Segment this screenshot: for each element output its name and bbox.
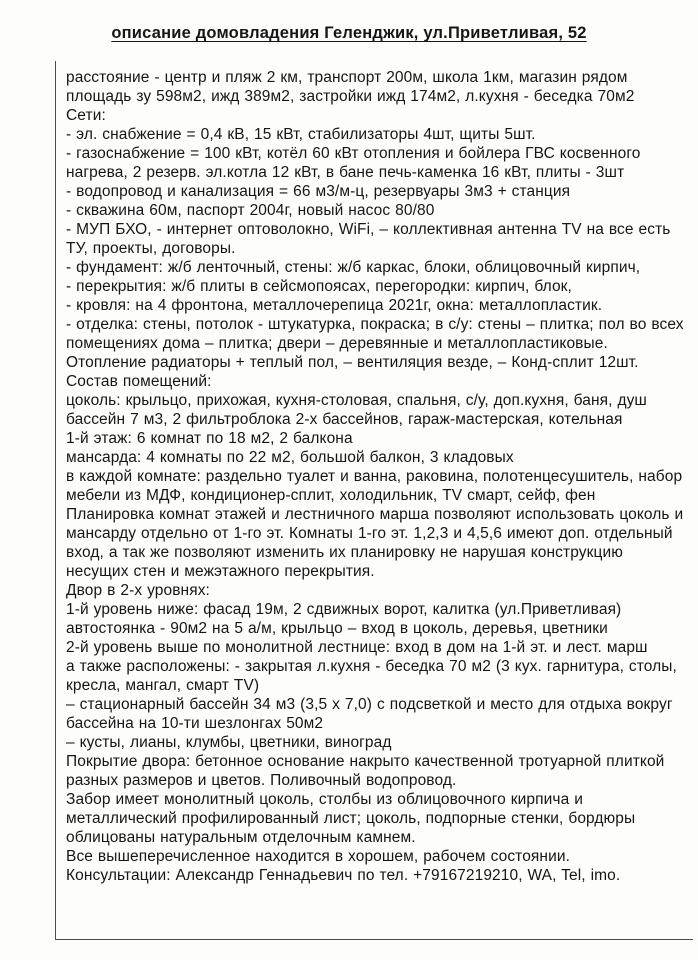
paragraph-parking: автостоянка - 90м2 на 5 а/м, крыльцо – вход в цоколь, деревья, цветники — [66, 620, 608, 637]
paragraph-floors-structure: - перекрытия: ж/б плиты в сейсмопоясах, перегородки: кирпич, блок, — [66, 278, 572, 295]
paragraph-layout: Планировка комнат этажей и лестничного марша позволяют использовать цоколь и мансарду отдельно от 1-го эт. Комнаты 1-го эт. 1,2,3 и 4,5,6 имеют доп. отдельный вход, а так же позволяют изменить их планировку не нарушая конструкцию несущих стен и межэтажного перекрытия. — [66, 506, 684, 580]
paragraph-roof: - кровля: на 4 фронтона, металлочерепица 2021г, окна: металлопластик. — [66, 297, 603, 314]
paragraph-internet: - МУП БХО, - интернет оптоволокно, WiFi, – коллективная антенна TV на все есть ТУ, проекты, договоры. — [66, 221, 671, 257]
paragraph-pool: – стационарный бассейн 34 м3 (3,5 х 7,0) с подсветкой и место для отдыха вокруг бассейна на 10-ти шезлонгах 50м2 — [66, 696, 673, 732]
paragraph-basement: цоколь: крыльцо, прихожая, кухня-столовая, спальня, с/у, доп.кухня, баня, душ бассейн 7 м3, 2 фильтроблока 2-х бассейнов, гараж-мастерская, котельная — [66, 392, 647, 428]
paragraph-level-two: 2-й уровень выше по монолитной лестнице: вход в дом на 1-й эт. и лест. марш — [66, 639, 648, 656]
paragraph-distance: расстояние - центр и пляж 2 км, транспорт 200м, школа 1км, магазин рядом — [66, 69, 628, 86]
paragraph-well: - скважина 60м, паспорт 2004г, новый насос 80/80 — [66, 202, 435, 219]
paragraph-water: - водопровод и канализация = 66 м3/м-ц, резервуары 3м3 + станция — [66, 183, 571, 200]
paragraph-level-one: 1-й уровень ниже: фасад 19м, 2 сдвижных ворот, калитка (ул.Приветливая) — [66, 601, 622, 618]
paragraph-each-room: в каждой комнате: раздельно туалет и ванна, раковина, полотенцесушитель, набор мебели из МДФ, кондиционер-сплит, холодильник, TV смарт, сейф, фен — [66, 468, 683, 504]
paragraph-plants: – кусты, лианы, клумбы, цветники, виноград — [66, 734, 392, 751]
document-body-frame — [55, 61, 693, 940]
paragraph-rooms-heading: Состав помещений: — [66, 373, 212, 390]
paragraph-fence: Забор имеет монолитный цоколь, столбы из облицовочного кирпича и металлический профилированный лист; цоколь, подпорные стенки, бордюры облицованы натуральным отделочным камнем. — [66, 791, 636, 846]
paragraph-electricity: - эл. снабжение = 0,4 кВ, 15 кВт, стабилизаторы 4шт, щиты 5шт. — [66, 126, 536, 143]
paragraph-first-floor: 1-й этаж: 6 комнат по 18 м2, 2 балкона — [66, 430, 353, 447]
paragraph-heating: Отопление радиаторы + теплый пол, – вентиляция везде, – Конд-сплит 12шт. — [66, 354, 639, 371]
paragraph-gas: - газоснабжение = 100 кВт, котёл 60 кВт отопления и бойлера ГВС косвенного нагрева, 2 резерв. эл.котла 12 кВт, в бане печь-каменка 16 кВт, плиты - 3шт — [66, 145, 641, 181]
paragraph-yard-surface: Покрытие двора: бетонное основание накрыто качественной тротуарной плиткой разных размеров и цветов. Поливочный водопровод. — [66, 753, 665, 789]
paragraph-yard-heading: Двор в 2-х уровнях: — [66, 582, 210, 599]
paragraph-summer-kitchen: а также расположены: - закрытая л.кухня - беседка 70 м2 (3 кух. гарнитура, столы, кресла, мангал, смарт TV) — [66, 658, 677, 694]
paragraph-contacts: Консультации: Александр Геннадьевич по тел. +79167219210, WA, Tel, imo. — [66, 867, 621, 884]
paragraph-condition: Все вышеперечисленное находится в хорошем, рабочем состоянии. — [66, 848, 570, 865]
paragraph-networks-heading: Сети: — [66, 107, 106, 124]
document-title — [0, 0, 698, 43]
document-title-text: описание домовладения Геленджик, ул.Приветливая, 52 — [111, 24, 587, 42]
paragraph-attic: мансарда: 4 комнаты по 22 м2, большой балкон, 3 кладовых — [66, 449, 514, 466]
paragraph-finishing: - отделка: стены, потолок - штукатурка, покраска; в с/у: стены – плитка; пол во всех помещениях дома – плитка; двери – деревянные и металлопластиковые. — [66, 316, 684, 352]
paragraph-area: площадь зу 598м2, ижд 389м2, застройки ижд 174м2, л.кухня - беседка 70м2 — [66, 88, 635, 105]
paragraph-foundation: - фундамент: ж/б ленточный, стены: ж/б каркас, блоки, облицовочный кирпич, — [66, 259, 641, 276]
